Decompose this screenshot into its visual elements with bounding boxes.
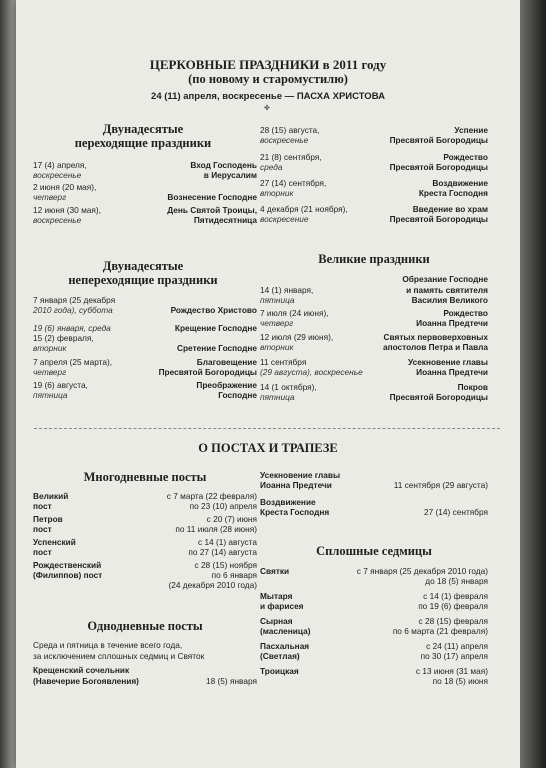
multi-fast-name: Рождественский: [33, 560, 102, 570]
moving-feast-item: [33, 205, 257, 225]
multi-fast-item: [33, 491, 257, 513]
fixed-feast-name-line2: Крещение Господне: [174, 323, 257, 333]
right-feast-name-line1: Введение во храм: [412, 204, 488, 214]
multi-fast-end: по 11 июля (28 июня): [175, 524, 257, 534]
multi-fast-name: Петров: [33, 514, 63, 524]
continuous-week-item: [260, 641, 488, 663]
right-feast-name-line2: Пресвятой Богородицы: [389, 214, 488, 224]
moving-feast-weekday: четверг: [33, 192, 67, 202]
right-feast-weekday: среда: [260, 162, 283, 172]
fixed-feast-item: [33, 380, 257, 400]
multi-fast-start: с 14 (1) августа: [197, 537, 257, 547]
great-feast-date: 14 (1) января,: [260, 285, 314, 295]
great-feast-item: [260, 308, 488, 328]
moving-feast-weekday: воскресенье: [33, 215, 82, 225]
moving-feasts-heading1: Двунадесятые: [102, 122, 184, 136]
moving-feast-name-line2: Вознесение Господне: [167, 192, 257, 202]
week-start: с 14 (1) февраля: [423, 591, 488, 601]
right-fast-date: 27 (14) сентября: [424, 507, 488, 517]
christmas-eve-fast: [33, 665, 257, 689]
fixed-feast-name-line2: Господне: [218, 390, 257, 400]
right-feast-name-line1: Воздвижение: [432, 178, 488, 188]
great-feast-item: [260, 332, 488, 352]
great-feast-item: [260, 357, 488, 377]
continuous-weeks-heading: Сплошные седмицы: [316, 544, 432, 558]
right-fast-name-line2: Креста Господня: [260, 507, 330, 517]
moving-feasts-heading2: переходящие праздники: [74, 136, 212, 150]
fixed-feast-weekday: 2010 года), суббота: [33, 305, 113, 315]
one-day-fasts-heading: Однодневные посты: [87, 619, 203, 633]
great-feast-weekday: пятница: [260, 295, 295, 305]
multi-fast-end: по 23 (10) апреля: [189, 501, 257, 511]
multi-fast-item: [33, 537, 257, 559]
week-end: по 18 (5) июня: [432, 676, 488, 686]
week-name: Троицкая: [260, 666, 299, 676]
book-page: [16, 0, 520, 768]
multi-fast-end: по 27 (14) августа: [188, 547, 257, 557]
great-feast-item: [260, 285, 488, 305]
right-feast-date: 21 (8) сентября,: [260, 152, 322, 162]
moving-feasts-section: [36, 122, 250, 150]
moving-feast-name-line2: Пятидесятница: [193, 215, 257, 225]
great-feast-name-line2: Пресвятой Богородицы: [389, 392, 488, 402]
fixed-feast-item: [33, 357, 257, 377]
fixed-feasts-heading1: Двунадесятые: [102, 259, 184, 273]
fixed-feast-name-line2: Пресвятой Богородицы: [158, 367, 257, 377]
fast-name-line2: (Навечерие Богоявления): [33, 676, 139, 686]
fast-date: 18 (5) января: [206, 676, 257, 686]
great-feast-name-line2: Иоанна Предтечи: [416, 318, 488, 328]
fixed-feast-date: 7 января (25 декабря: [33, 295, 116, 305]
multi-fast-end-note: (24 декабря 2010 года): [168, 580, 257, 590]
fixed-feast-name-line2: Рождество Христово: [170, 305, 257, 315]
great-feast-weekday: (29 августа), воскресенье: [260, 367, 363, 377]
moving-feast-name-line1: Вход Господень: [190, 160, 257, 170]
right-fast-name-line2: Иоанна Предтечи: [260, 480, 332, 490]
moving-feast-item: [33, 182, 257, 202]
multi-fast-name-line2: (Филиппов) пост: [33, 570, 103, 580]
great-feast-name-line1: Усекновение главы: [407, 357, 488, 367]
fixed-feast-date: 19 (6) августа,: [33, 380, 88, 390]
moving-feast-item: [33, 160, 257, 180]
week-start: с 7 января (25 декабря 2010 года): [356, 566, 488, 576]
week-name-line2: (Светлая): [260, 651, 300, 661]
moving-feast-weekday: воскресенье: [33, 170, 82, 180]
week-name: Пасхальная: [260, 641, 310, 651]
moving-feast-name-line1: День Святой Троицы,: [167, 205, 257, 215]
great-feasts-heading: Великие праздники: [318, 252, 430, 266]
multi-day-fasts-heading: Многодневные посты: [83, 470, 207, 484]
great-feast-weekday: четверг: [260, 318, 294, 328]
multi-fast-name-line2: пост: [33, 547, 52, 557]
week-end: по 19 (6) февраля: [418, 601, 488, 611]
easter-date: 24 (11) апреля, воскресенье — ПАСХА ХРИСТОВА: [151, 91, 385, 102]
fixed-feast-date: 7 апреля (25 марта),: [33, 357, 113, 367]
great-feast-item: [260, 382, 488, 402]
great-feast-name-line1: Покров: [457, 382, 488, 392]
right-feast-name-line1: Рождество: [443, 152, 488, 162]
multi-fast-end: по 6 января: [211, 570, 257, 580]
one-day-note-line2: за исключением сплошных седмиц и Святок: [33, 651, 205, 661]
multi-fast-name: Успенский: [33, 537, 76, 547]
great-feast-weekday: пятница: [260, 392, 295, 402]
great-feast-date: 14 (1 октября),: [260, 382, 317, 392]
right-fast-date: 11 сентября (29 августа): [393, 480, 488, 490]
moving-feast-date: 17 (4) апреля,: [33, 160, 87, 170]
right-feast-name-line2: Пресвятой Богородицы: [389, 135, 488, 145]
fixed-feast-item: [33, 333, 257, 353]
multi-fast-item: [33, 514, 257, 536]
multi-fast-name: Великий: [33, 491, 69, 501]
fixed-feast-name-line1: Преображение: [196, 380, 257, 390]
moving-feast-date: 2 июня (20 мая),: [33, 182, 97, 192]
week-start: с 13 июня (31 мая): [415, 666, 488, 676]
fixed-feast-item: [33, 295, 257, 315]
great-feast-date: 11 сентября: [260, 357, 307, 367]
fixed-feast-weekday: четверг: [33, 367, 67, 377]
great-feast-name-line2: Иоанна Предтечи: [416, 367, 488, 377]
great-feast-name-line1: Рождество: [443, 308, 488, 318]
fixed-feast-weekday: 19 (6) января, среда: [33, 323, 111, 333]
great-feast-date: 12 июля (29 июня),: [260, 332, 334, 342]
multi-fast-start: с 28 (15) ноября: [194, 560, 257, 570]
book-edge-shadow: [520, 0, 546, 768]
multi-fast-name-line2: пост: [33, 524, 52, 534]
great-feast-weekday: вторник: [260, 342, 294, 352]
right-feast-date: 28 (15) августа,: [260, 125, 320, 135]
week-name-line2: и фарисея: [260, 601, 304, 611]
great-feast-date: 7 июля (24 июня),: [260, 308, 329, 318]
right-fast-item: [260, 497, 488, 519]
week-end: по 6 марта (21 февраля): [392, 626, 488, 636]
multi-fast-item: [33, 560, 257, 592]
moving-feast-name-line2: в Иерусалим: [203, 170, 257, 180]
right-fast-name: Воздвижение: [260, 497, 316, 507]
section-divider: [34, 428, 500, 429]
week-name: Сырная: [260, 616, 293, 626]
fixed-feast-weekday: пятница: [33, 390, 68, 400]
great-feast-name-line1: и память святителя: [406, 285, 488, 295]
right-feast-item: [260, 152, 488, 172]
fixed-feast-name-line1: Благовещение: [196, 357, 257, 367]
great-feast-name-line1: Святых первоверховных: [383, 332, 488, 342]
week-start: с 28 (15) февраля: [418, 616, 488, 626]
fixed-feast-date: 15 (2) февраля,: [33, 333, 94, 343]
great-feast-name-line1: Обрезание Господне: [402, 274, 488, 284]
continuous-week-item: [260, 566, 488, 588]
fasts-title: О ПОСТАХ И ТРАПЕЗЕ: [198, 441, 338, 455]
decorative-ornament: ✤: [264, 105, 270, 112]
great-feast-name-line2: Василия Великого: [411, 295, 488, 305]
one-day-note-line1: Среда и пятница в течение всего года,: [33, 640, 183, 650]
right-feast-date: 27 (14) сентября,: [260, 178, 327, 188]
week-name: Мытаря: [260, 591, 293, 601]
week-name: Святки: [260, 566, 290, 576]
page-title: ЦЕРКОВНЫЕ ПРАЗДНИКИ в 2011 году: [149, 57, 387, 72]
week-end: по 30 (17) апреля: [420, 651, 488, 661]
multi-fast-start: с 20 (7) июня: [206, 514, 257, 524]
fixed-feasts-heading2: непереходящие праздники: [68, 273, 218, 287]
multi-fast-name-line2: пост: [33, 501, 52, 511]
right-fast-name: Усекновение главы: [260, 470, 341, 480]
right-feast-item: [260, 178, 488, 198]
fixed-feast-item: [33, 313, 257, 333]
right-feast-name-line2: Пресвятой Богородицы: [389, 162, 488, 172]
right-feast-name-line2: Креста Господня: [418, 188, 488, 198]
right-fast-item: [260, 470, 488, 492]
great-feast-name-line2: апостолов Петра и Павла: [382, 342, 488, 352]
right-feast-weekday: вторник: [260, 188, 294, 198]
week-start: с 24 (11) апреля: [426, 641, 488, 651]
continuous-week-item: [260, 591, 488, 613]
fixed-feast-name-line2: Сретение Господне: [177, 343, 257, 353]
fast-name: Крещенский сочельник: [33, 665, 130, 675]
right-feast-date: 4 декабря (21 ноября),: [260, 204, 348, 214]
right-feast-weekday: воскресение: [260, 214, 309, 224]
right-feast-item: [260, 125, 488, 145]
continuous-week-item: [260, 666, 488, 688]
fixed-feasts-section: [36, 259, 250, 287]
right-feast-item: [260, 204, 488, 224]
multi-fast-start: с 7 марта (22 февраля): [166, 491, 257, 501]
right-feast-name-line1: Успение: [454, 125, 488, 135]
week-name-line2: (масленица): [260, 626, 311, 636]
moving-feast-date: 12 июня (30 мая),: [33, 205, 101, 215]
continuous-week-item: [260, 616, 488, 638]
week-end: до 18 (5) января: [425, 576, 488, 586]
page-subtitle: (по новому и старомустилю): [188, 72, 348, 86]
right-feast-weekday: воскресенье: [260, 135, 309, 145]
fixed-feast-weekday: вторник: [33, 343, 67, 353]
